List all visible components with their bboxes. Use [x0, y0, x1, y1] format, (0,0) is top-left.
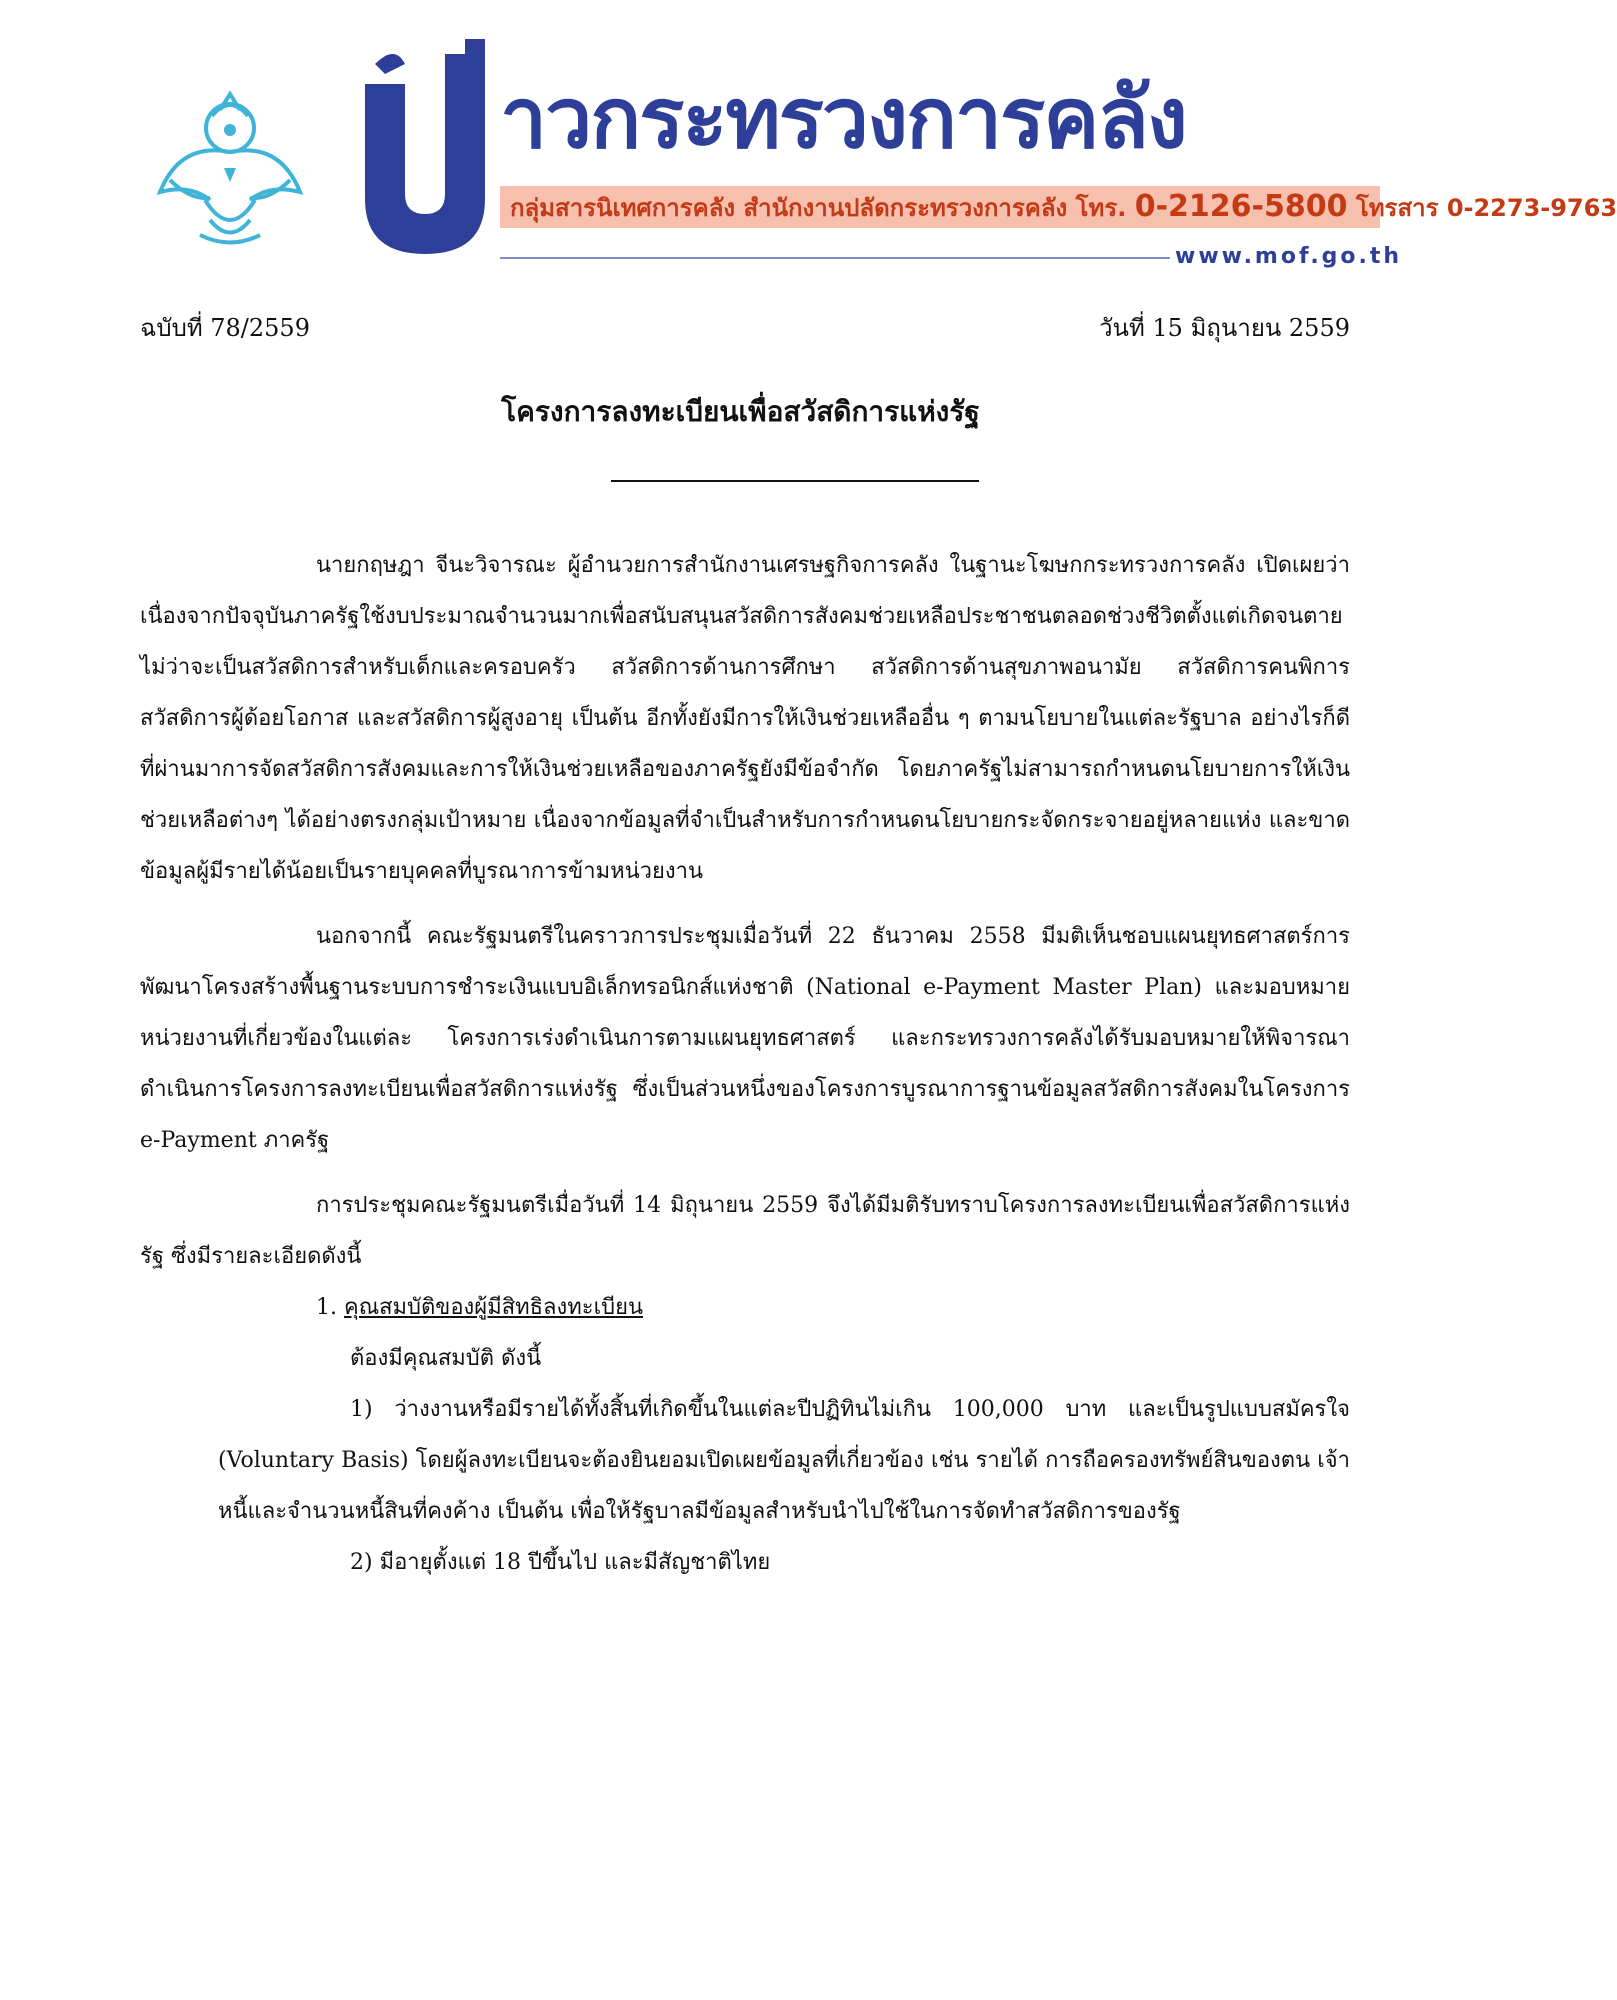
section-number: 1. — [316, 1295, 337, 1320]
contact-bar — [500, 186, 1617, 228]
paragraph-3: การประชุมคณะรัฐมนตรีเมื่อวันที่ 14 มิถุนายน 2559 จึงได้มีมติรับทราบโครงการลงทะเบียนเพื่อสวัสดิการแห่งรัฐ ซึ่งมีรายละเอียดดังนี้ — [140, 1193, 1350, 1269]
masthead-header — [0, 0, 1617, 280]
page-title: โครงการลงทะเบียนเพื่อสวัสดิการแห่งรัฐ — [501, 395, 980, 428]
criteria-item: 1) ว่างงานหรือมีรายได้ทั้งสิ้นที่เกิดขึ้นในแต่ละปีปฏิทินไม่เกิน 100,000 บาท และเป็นรูปแบบสมัครใจ (Voluntary Basis) โดยผู้ลงทะเบียนจะต้องยินยอมเปิดเผยข้อมูลที่เกี่ยวข้อง เช่น รายได้ การถือครองทรัพย์สินของตน เจ้าหนี้และจำนวนหนี้สินที่คงค้าง เป็นต้น เพื่อให้รัฐบาลมีข้อมูลสำหรับนำไปใช้ในการจัดทำสวัสดิการของรัฐ — [218, 1397, 1350, 1524]
masthead-title-text: าวกระทรวงการคลัง — [500, 69, 1186, 167]
garuda-emblem-icon — [150, 80, 310, 250]
contact-phone: 0-2126-5800 — [1134, 189, 1348, 224]
paragraph-1: นายกฤษฎา จีนะวิจารณะ ผู้อำนวยการสำนักงานเศรษฐกิจการคลัง ในฐานะโฆษกกระทรวงการคลัง เปิดเผยว่า เนื่องจากปัจจุบันภาครัฐใช้งบประมาณจำนวนมากเพื่อสนับสนุนสวัสดิการสังคมช่วยเหลือประชาชนตลอดช่วงชีวิตตั้งแต่เกิดจนตาย ไม่ว่าจะเป็นสวัสดิการสำหรับเด็กและครอบครัว สวัสดิการด้านการศึกษา สวัสดิการด้านสุขภาพอนามัย สวัสดิการคนพิการ สวัสดิการผู้ด้อยโอกาส และสวัสดิการผู้สูงอายุ เป็นต้น อีกทั้งยังมีการให้เงินช่วยเหลืออื่น ๆ ตามนโยบายในแต่ละรัฐบาล อย่างไรก็ดี ที่ผ่านมาการจัดสวัสดิการสังคมและการให้เงินช่วยเหลือของภาครัฐยังมีข้อจำกัด โดยภาครัฐไม่สามารถกำหนดนโยบายการให้เงินช่วยเหลือต่างๆ ได้อย่างตรงกลุ่มเป้าหมาย เนื่องจากข้อมูลที่จำเป็นสำหรับการกำหนดนโยบายกระจัดกระจายอยู่หลายแห่ง และขาดข้อมูลผู้มีรายได้น้อยเป็นรายบุคคลที่บูรณาการข้ามหน่วยงาน — [140, 553, 1350, 884]
paragraph-2: นอกจากนี้ คณะรัฐมนตรีในคราวการประชุมเมื่อวันที่ 22 ธันวาคม 2558 มีมติเห็นชอบแผนยุทธศาสตร์การพัฒนาโครงสร้างพื้นฐานระบบการชำระเงินแบบอิเล็กทรอนิกส์แห่งชาติ (National e-Payment Master Plan) และมอบหมายหน่วยงานที่เกี่ยวข้องในแต่ละ โครงการเร่งดำเนินการตามแผนยุทธศาสตร์ และกระทรวงการคลังได้รับมอบหมายให้พิจารณาดำเนินการโครงการลงทะเบียนเพื่อสวัสดิการแห่งรัฐ ซึ่งเป็นส่วนหนึ่งของโครงการบูรณาการฐานข้อมูลสวัสดิการสังคมในโครงการ e-Payment ภาครัฐ — [140, 924, 1350, 1153]
issue-number: ฉบับที่ 78/2559 — [140, 314, 310, 342]
section-intro: ต้องมีคุณสมบัติ ดังนี้ — [350, 1346, 542, 1371]
masthead-letter-logo — [345, 44, 495, 254]
header-divider — [500, 257, 1170, 259]
masthead-title — [500, 69, 1186, 167]
title-divider — [611, 480, 979, 482]
contact-org: กลุ่มสารนิเทศการคลัง สำนักงานปลัดกระทรวงการคลัง โทร. — [510, 194, 1127, 222]
criteria-item: 2) มีอายุตั้งแต่ 18 ปีขึ้นไป และมีสัญชาติไทย — [350, 1550, 771, 1575]
website-link[interactable]: www.mof.go.th — [1175, 244, 1403, 269]
issue-date: วันที่ 15 มิถุนายน 2559 — [1099, 314, 1350, 342]
document-body — [140, 540, 1350, 1588]
contact-fax: โทรสาร 0-2273-9763 — [1355, 194, 1617, 222]
section-heading-text: คุณสมบัติของผู้มีสิทธิลงทะเบียน — [344, 1295, 644, 1320]
section-heading — [140, 1282, 1350, 1333]
